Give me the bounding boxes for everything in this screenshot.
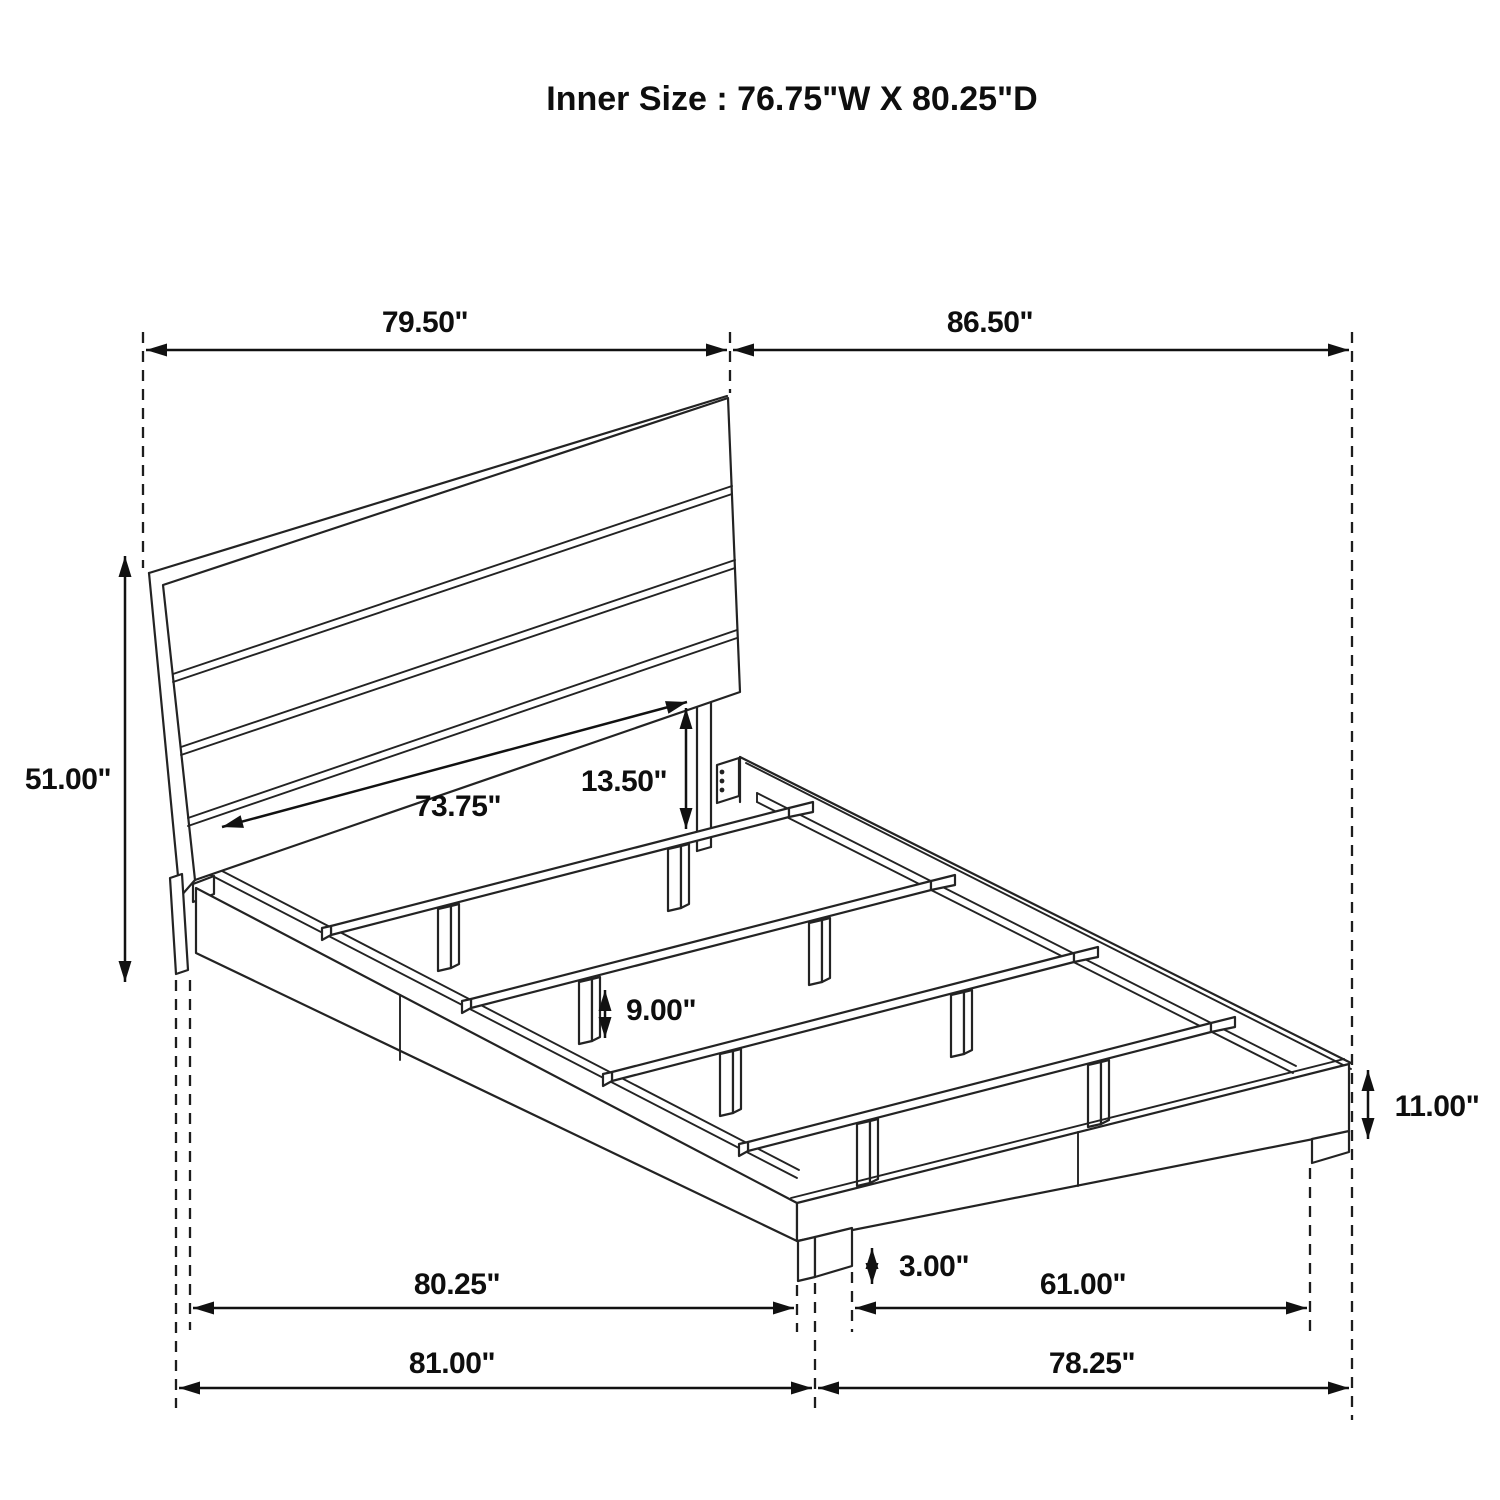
slat-leg	[951, 990, 972, 1057]
dim-label-frame-side-height: 11.00"	[1394, 1090, 1480, 1123]
front-slat-ledge	[197, 858, 799, 1178]
dim-label-frame-depth: 86.50"	[946, 306, 1034, 339]
extension-lines	[143, 332, 1352, 1420]
headboard	[149, 396, 740, 974]
dim-label-panel-to-slat-gap: 13.50"	[580, 765, 668, 798]
dim-headboard-width	[146, 306, 727, 350]
dim-label-overall-width: 81.00"	[408, 1347, 496, 1380]
dim-label-overall-side-length: 78.25"	[1048, 1347, 1136, 1380]
dim-headboard-height	[25, 556, 125, 982]
diagram-title: Inner Size : 76.75"W X 80.25"D	[546, 80, 1038, 118]
slat	[322, 802, 813, 940]
dim-frame-depth	[733, 306, 1349, 350]
dim-overall-width	[179, 1347, 812, 1388]
slat-leg	[720, 1049, 741, 1116]
dim-overall-side-length	[818, 1347, 1349, 1388]
dim-foot-leg-height	[872, 1248, 969, 1284]
dim-label-leg-spacing-length: 61.00"	[1039, 1268, 1127, 1301]
slat-leg	[579, 977, 600, 1044]
dim-frame-side-height	[1368, 1070, 1479, 1139]
dim-label-headboard-height: 51.00"	[24, 763, 112, 796]
slat	[462, 875, 955, 1013]
dim-label-foot-leg-height: 3.00"	[898, 1250, 970, 1283]
dim-label-headboard-width: 79.50"	[381, 306, 469, 339]
dim-label-panel-inner-width: 73.75"	[414, 790, 502, 823]
dim-label-slat-leg-height: 9.00"	[625, 994, 697, 1027]
dim-rail-inner-length	[193, 1268, 794, 1308]
slat-leg	[1088, 1060, 1109, 1127]
bed-frame-drawing	[149, 396, 1351, 1281]
dim-label-rail-inner-length: 80.25"	[413, 1268, 501, 1301]
dim-slat-leg-height	[605, 990, 696, 1038]
slat-leg	[809, 918, 830, 985]
slat-leg	[438, 904, 459, 971]
slat-leg	[668, 844, 689, 911]
